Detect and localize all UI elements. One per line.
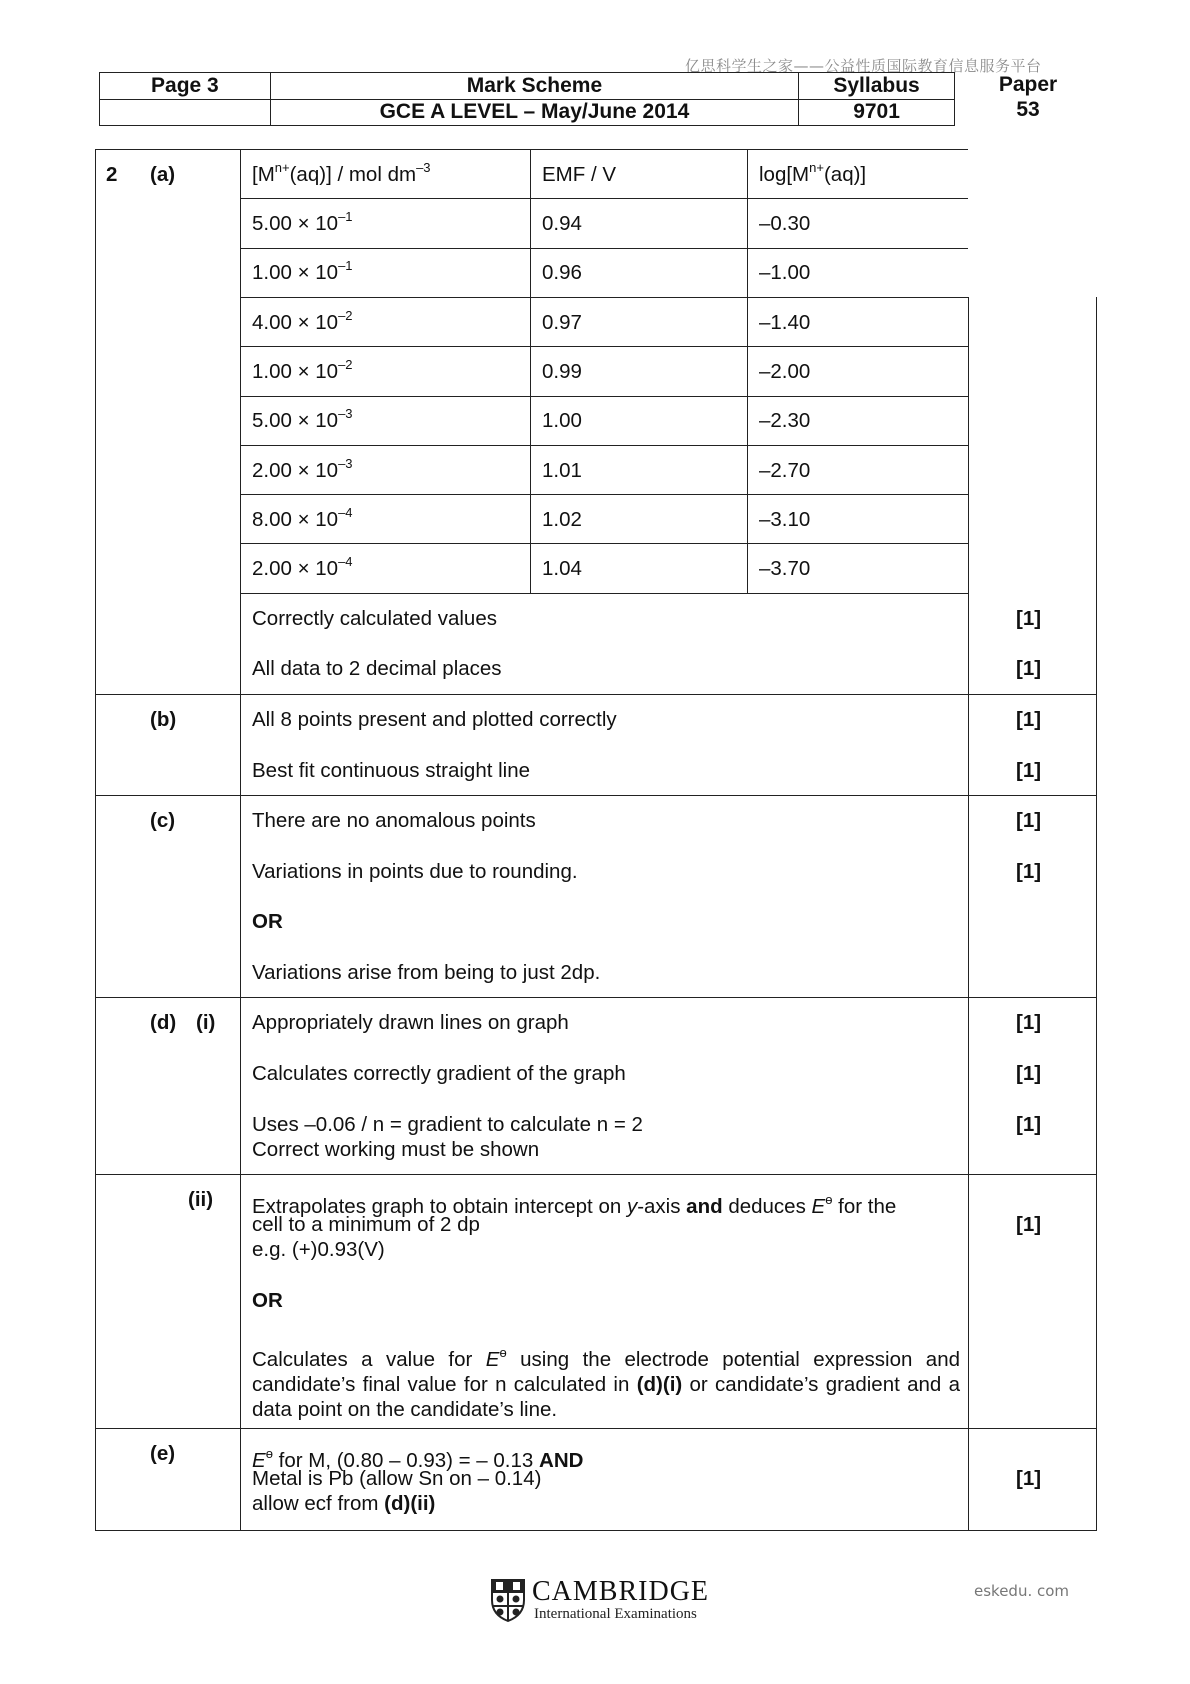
emf-cell: 0.96 (542, 261, 582, 284)
mark: [1] (1016, 657, 1042, 680)
cambridge-logo (490, 1578, 720, 1624)
marking-point: Best fit continuous straight line (252, 759, 531, 782)
emf-cell: 1.01 (542, 459, 582, 482)
logo-sub-text: International Examinations (534, 1606, 697, 1622)
conc-cell: $5.00 \times 10^{-1}$ (252, 209, 353, 235)
mark: [1] (1016, 809, 1042, 832)
log-cell: –0.30 (759, 212, 811, 235)
log-cell: –2.70 (759, 459, 811, 482)
logo-main-text: CAMBRIDGE (532, 1576, 710, 1607)
log-cell: –3.70 (759, 557, 811, 580)
mark: [1] (1016, 1467, 1042, 1490)
page-number: Page 3 (100, 73, 271, 100)
marking-point: Variations arise from being to just 2dp. (252, 961, 601, 984)
mark: [1] (1016, 860, 1042, 883)
conc-cell: $5.00 \times 10^{-3}$ (252, 406, 353, 432)
emf-cell: 1.02 (542, 508, 582, 531)
emf-cell: 0.94 (542, 212, 582, 235)
conc-cell: $8.00 \times 10^{-4}$ (252, 505, 353, 531)
exam-session: GCE A LEVEL – May/June 2014 (270, 99, 798, 126)
paper-number: 53 (1016, 98, 1040, 121)
conc-cell: $1.00 \times 10^{-2}$ (252, 357, 353, 383)
part-d-label: (d) (150, 1011, 177, 1034)
mark: [1] (1016, 708, 1042, 731)
mark: [1] (1016, 607, 1042, 630)
marking-point: allow ecf from (d)(ii) (252, 1492, 436, 1515)
watermark-top: 亿思科学生之家——公益性质国际教育信息服务平台 (685, 57, 1042, 75)
marking-point: cell to a minimum of 2 dp (252, 1213, 480, 1236)
document-title: Mark Scheme (270, 73, 798, 100)
emf-cell: 1.00 (542, 409, 582, 432)
emf-cell: 0.97 (542, 311, 582, 334)
marking-point: Correct working must be shown (252, 1138, 540, 1161)
col-concentration-header: $[M^{n+}(aq)]$ / mol $dm^{-3}$ (252, 160, 431, 186)
marking-point: Variations in points due to rounding. (252, 860, 578, 883)
syllabus-code: 9701 (799, 99, 955, 126)
log-cell: –1.40 (759, 311, 811, 334)
marking-point: Calculates correctly gradient of the graph (252, 1062, 626, 1085)
col-emf-header: EMF / V (542, 163, 617, 186)
log-cell: –1.00 (759, 261, 811, 284)
marking-point: Uses –0.06 / n = gradient to calculate n = 2 (252, 1113, 643, 1136)
conc-cell: $1.00 \times 10^{-1}$ (252, 258, 353, 284)
marking-point: There are no anomalous points (252, 809, 536, 832)
crest-icon (490, 1578, 526, 1622)
mark: [1] (1016, 759, 1042, 782)
part-e-label: (e) (150, 1442, 176, 1465)
or-separator: OR (252, 1289, 283, 1312)
part-b-label: (b) (150, 708, 177, 731)
marking-point: e.g. (+)0.93(V) (252, 1238, 385, 1261)
marking-point: $E^ө$ for M, (0.80 – 0.93) = – 0.13 AND (252, 1446, 584, 1472)
marking-point: Appropriately drawn lines on graph (252, 1011, 569, 1034)
conc-cell: $2.00 \times 10^{-3}$ (252, 456, 353, 482)
mark: [1] (1016, 1011, 1042, 1034)
conc-cell: $2.00 \times 10^{-4}$ (252, 554, 353, 580)
watermark-bottom: eskedu. com (974, 1582, 1070, 1600)
log-cell: –3.10 (759, 508, 811, 531)
marking-point: Calculates a value for $E^ө$ using the electrode potential expression and candidate’s final value for n calculated in (d)(i) or candidate’s gradient and a data point on the candidate’s line. (252, 1345, 961, 1421)
marking-point: Metal is Pb (allow Sn on – 0.14) (252, 1467, 542, 1490)
part-c-label: (c) (150, 809, 176, 832)
question-number: 2 (106, 163, 118, 186)
mark: [1] (1016, 1113, 1042, 1136)
marking-point: All 8 points present and plotted correctly (252, 708, 617, 731)
part-d-i-label: (i) (196, 1011, 216, 1034)
marking-point: Extrapolates graph to obtain intercept on y-axis and deduces $E^ө$ for the (252, 1192, 897, 1218)
log-cell: –2.00 (759, 360, 811, 383)
part-d-ii-label: (ii) (188, 1188, 214, 1211)
paper-label: Paper (998, 73, 1058, 96)
marking-point: All data to 2 decimal places (252, 657, 502, 680)
mark: [1] (1016, 1062, 1042, 1085)
syllabus-label: Syllabus (799, 73, 955, 100)
emf-cell: 1.04 (542, 557, 582, 580)
log-cell: –2.30 (759, 409, 811, 432)
emf-cell: 0.99 (542, 360, 582, 383)
conc-cell: $4.00 \times 10^{-2}$ (252, 308, 353, 334)
marking-point: Correctly calculated values (252, 607, 497, 630)
mark: [1] (1016, 1213, 1042, 1236)
or-separator: OR (252, 910, 283, 933)
col-log-header: $\log[M^{n+}(aq)]$ (759, 160, 867, 186)
part-a-label: (a) (150, 163, 176, 186)
